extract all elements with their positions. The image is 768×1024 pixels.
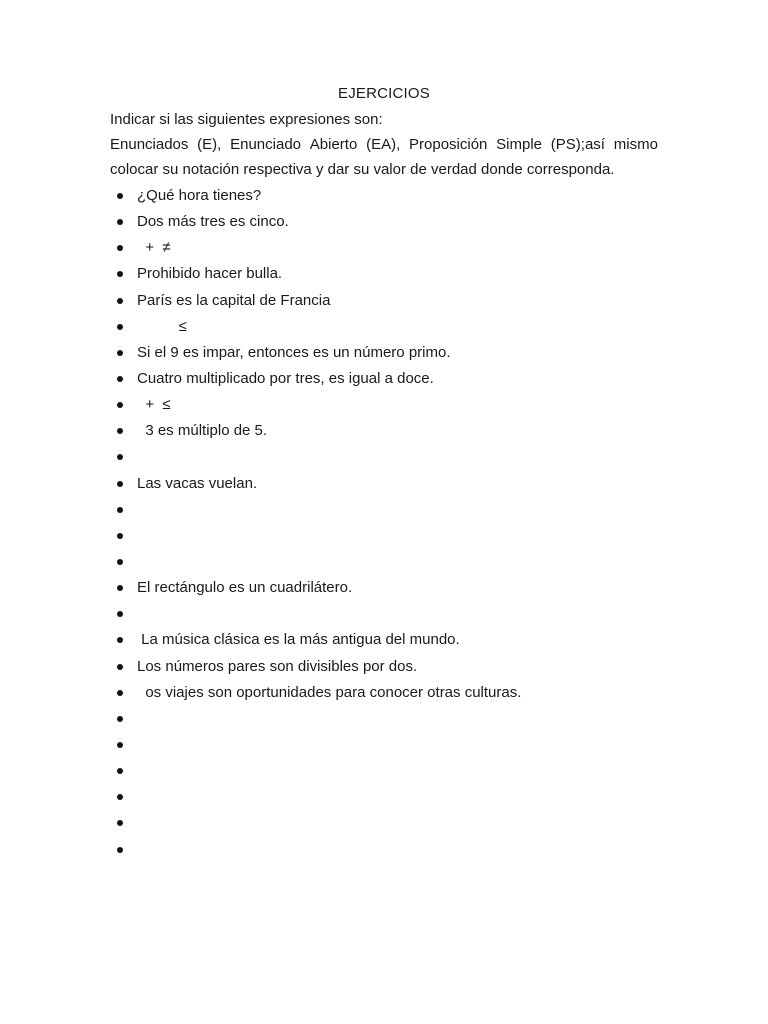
list-item-text: + ≤ bbox=[137, 396, 171, 414]
bullet-icon bbox=[117, 298, 123, 304]
bullet-icon bbox=[117, 820, 123, 826]
list-item bbox=[0, 237, 768, 263]
bullet-icon bbox=[117, 219, 123, 225]
list-item bbox=[0, 682, 768, 708]
list-item bbox=[0, 525, 768, 551]
bullet-icon bbox=[117, 585, 123, 591]
page-title: EJERCICIOS bbox=[337, 85, 430, 102]
intro-word: (PS);así bbox=[550, 136, 605, 153]
bullet-icon bbox=[117, 847, 123, 853]
intro-word: Proposición bbox=[409, 136, 488, 153]
exercise-list bbox=[0, 185, 768, 865]
list-item bbox=[0, 839, 768, 865]
bullet-icon bbox=[117, 794, 123, 800]
intro-word: Simple bbox=[496, 136, 543, 153]
list-item bbox=[0, 290, 768, 316]
list-item-text: Cuatro multiplicado por tres, es igual a doce. bbox=[137, 369, 434, 387]
list-item-text: Dos más tres es cinco. bbox=[137, 213, 289, 231]
list-item bbox=[0, 185, 768, 211]
list-item bbox=[0, 211, 768, 237]
intro-word: (EA), bbox=[366, 136, 401, 153]
list-item bbox=[0, 473, 768, 499]
list-item-text: os viajes son oportunidades para conocer otras culturas. bbox=[137, 683, 522, 701]
list-item-text: La música clásica es la más antigua del mundo. bbox=[137, 631, 460, 649]
bullet-icon bbox=[117, 376, 123, 382]
list-item bbox=[0, 368, 768, 394]
bullet-icon bbox=[117, 507, 123, 513]
bullet-icon bbox=[117, 690, 123, 696]
list-item-text: 3 es múltiplo de 5. bbox=[137, 422, 268, 440]
list-item bbox=[0, 394, 768, 420]
intro-word: Enunciado bbox=[230, 136, 302, 153]
list-item bbox=[0, 263, 768, 289]
bullet-icon bbox=[117, 559, 123, 565]
list-item bbox=[0, 420, 768, 446]
list-item-text: + ≠ bbox=[137, 239, 171, 257]
intro-line-3: colocar su notación respectiva y dar su valor de verdad donde corresponda. bbox=[110, 161, 615, 178]
list-item bbox=[0, 603, 768, 629]
list-item-text: Prohibido hacer bulla. bbox=[137, 265, 283, 283]
list-item bbox=[0, 629, 768, 655]
intro-line-2 bbox=[110, 136, 658, 154]
bullet-icon bbox=[117, 611, 123, 617]
list-item bbox=[0, 708, 768, 734]
list-item bbox=[0, 577, 768, 603]
bullet-icon bbox=[117, 716, 123, 722]
list-item bbox=[0, 734, 768, 760]
intro-word: Enunciados bbox=[110, 136, 189, 153]
bullet-icon bbox=[117, 637, 123, 643]
bullet-icon bbox=[117, 768, 123, 774]
list-item-text: Los números pares son divisibles por dos. bbox=[137, 657, 418, 675]
intro-word: Abierto bbox=[309, 136, 358, 153]
list-item-text: ≤ bbox=[137, 317, 187, 335]
bullet-icon bbox=[117, 664, 123, 670]
intro-word: mismo bbox=[613, 136, 658, 153]
list-item-text: Si el 9 es impar, entonces es un número primo. bbox=[137, 343, 451, 361]
bullet-icon bbox=[117, 271, 123, 277]
intro-line-1: Indicar si las siguientes expresiones son: bbox=[110, 111, 383, 128]
list-item bbox=[0, 786, 768, 812]
bullet-icon bbox=[117, 454, 123, 460]
list-item bbox=[0, 499, 768, 525]
list-item bbox=[0, 812, 768, 838]
list-item bbox=[0, 760, 768, 786]
list-item-text: El rectángulo es un cuadrilátero. bbox=[137, 579, 353, 597]
intro-word: (E), bbox=[197, 136, 222, 153]
bullet-icon bbox=[117, 350, 123, 356]
list-item bbox=[0, 551, 768, 577]
list-item bbox=[0, 656, 768, 682]
bullet-icon bbox=[117, 428, 123, 434]
list-item bbox=[0, 342, 768, 368]
bullet-icon bbox=[117, 742, 123, 748]
list-item-text: ¿Qué hora tienes? bbox=[137, 187, 262, 204]
bullet-icon bbox=[117, 324, 123, 330]
bullet-icon bbox=[117, 245, 123, 251]
bullet-icon bbox=[117, 481, 123, 487]
list-item bbox=[0, 316, 768, 342]
bullet-icon bbox=[117, 402, 123, 408]
list-item-text: París es la capital de Francia bbox=[137, 291, 331, 309]
bullet-icon bbox=[117, 193, 123, 199]
list-item bbox=[0, 446, 768, 472]
bullet-icon bbox=[117, 533, 123, 539]
list-item-text: Las vacas vuelan. bbox=[137, 474, 258, 492]
